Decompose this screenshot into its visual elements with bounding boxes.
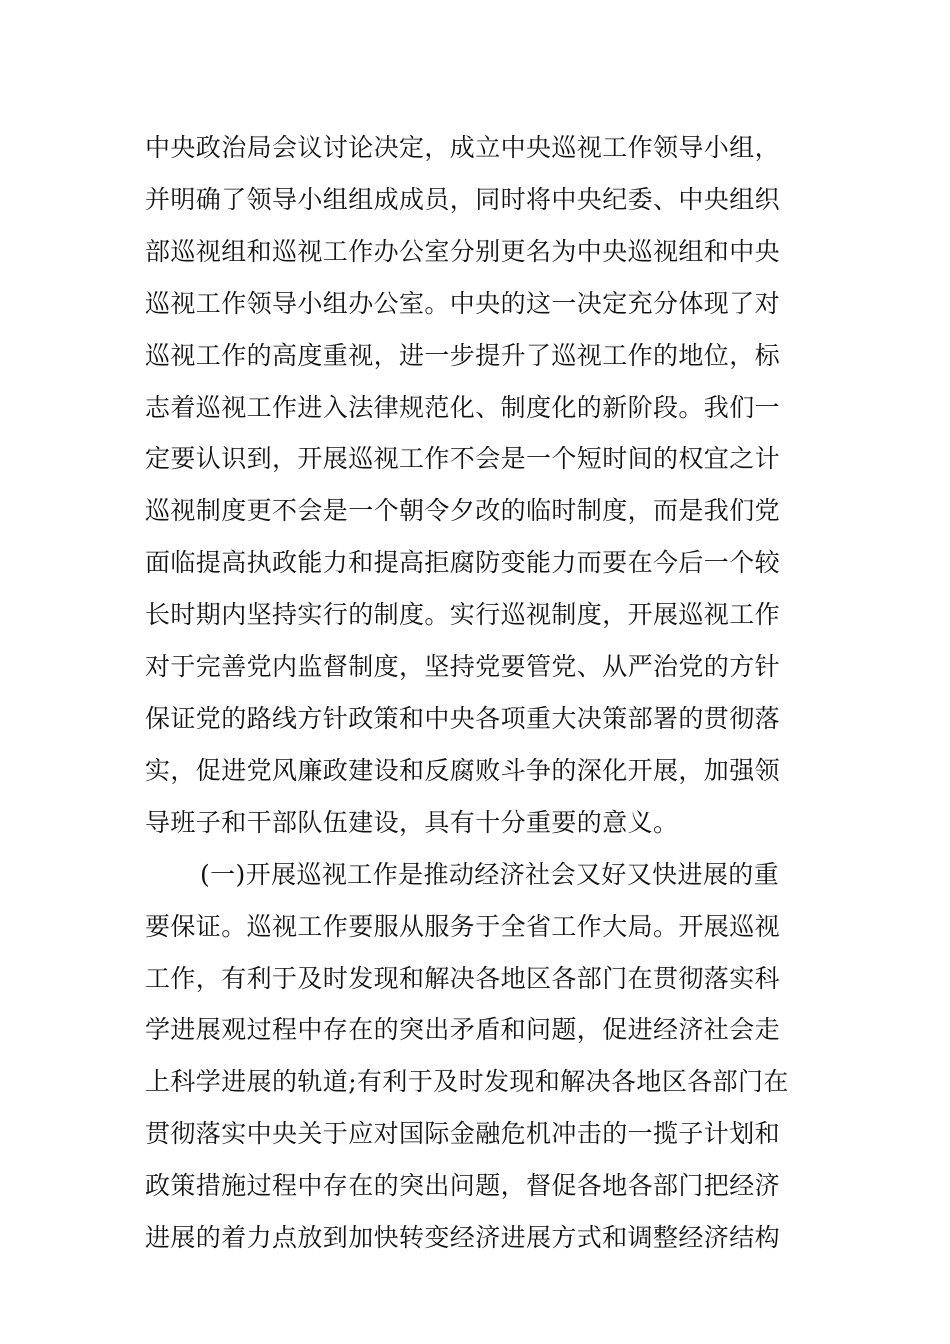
text-line: 巡视工作领导小组办公室。中央的这一决定充分体现了对: [145, 288, 781, 318]
text-line: 政策措施过程中存在的突出问题，督促各地各部门把经济: [145, 1171, 781, 1201]
text-line: 保证党的路线方针政策和中央各项重大决策部署的贯彻落: [145, 703, 781, 733]
text-line: 志着巡视工作进入法律规范化、制度化的新阶段。我们一: [145, 392, 781, 422]
text-line: 学进展观过程中存在的突出矛盾和问题，促进经济社会走: [145, 1015, 781, 1045]
text-line: 面临提高执政能力和提高拒腐防变能力而要在今后一个较: [145, 548, 781, 578]
text-line: 中央政治局会议讨论决定，成立中央巡视工作领导小组，: [145, 133, 781, 162]
text-line: 巡视制度更不会是一个朝令夕改的临时制度，而是我们党: [145, 496, 781, 526]
text-line: 定要认识到，开展巡视工作不会是一个短时间的权宜之计: [145, 444, 781, 474]
body-text: [145, 128, 810, 1270]
text-line: 工作，有利于及时发现和解决各地区各部门在贯彻落实科: [145, 963, 781, 993]
text-line: 实，促进党风廉政建设和反腐败斗争的深化开展，加强领: [145, 755, 781, 785]
paragraph-heading-line: (一)开展巡视工作是推动经济社会又好又快进展的重: [200, 859, 780, 889]
text-line: 进展的着力点放到加快转变经济进展方式和调整经济结构: [145, 1223, 781, 1253]
text-line: 并明确了领导小组组成成员，同时将中央纪委、中央组织: [145, 184, 781, 214]
text-line: 巡视工作的高度重视，进一步提升了巡视工作的地位，标: [145, 340, 781, 370]
text-line: 导班子和干部队伍建设，具有十分重要的意义。: [145, 807, 679, 837]
text-line: 对于完善党内监督制度，坚持党要管党、从严治党的方针: [145, 652, 781, 682]
text-line: 长时期内坚持实行的制度。实行巡视制度，开展巡视工作: [145, 600, 781, 630]
text-line: 要保证。巡视工作要服从服务于全省工作大局。开展巡视: [145, 911, 781, 941]
text-line: 贯彻落实中央关于应对国际金融危机冲击的一揽子计划和: [145, 1119, 781, 1149]
text-line: 上科学进展的轨道;有利于及时发现和解决各地区各部门在: [145, 1067, 789, 1097]
text-line: 部巡视组和巡视工作办公室分别更名为中央巡视组和中央: [145, 236, 781, 266]
